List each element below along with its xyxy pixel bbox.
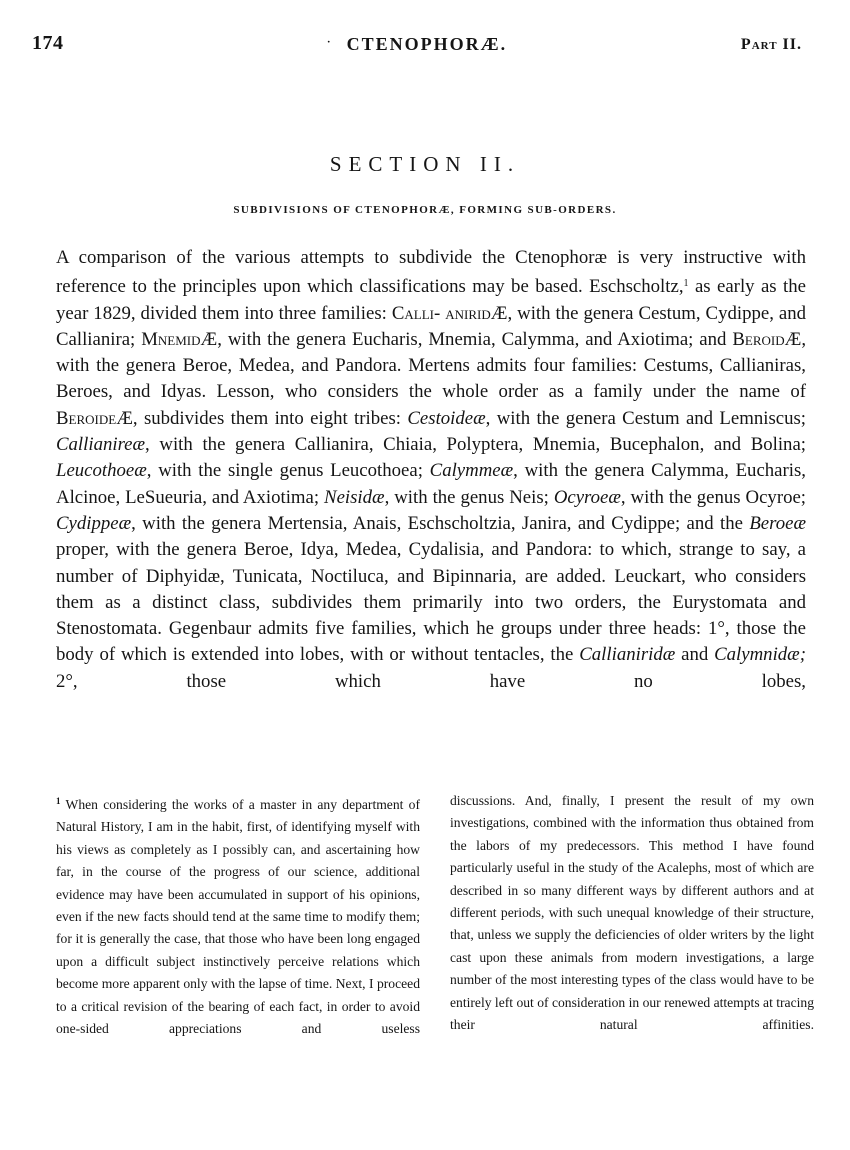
section-subtitle: SUBDIVISIONS OF CTENOPHORÆ, FORMING SUB-ORDERS.	[233, 204, 617, 216]
family-name-suffix: Æ	[784, 328, 802, 350]
body-line: under three heads: 1°, those the body of which is extended into lobes, with or	[56, 618, 807, 666]
running-head	[32, 32, 802, 62]
body-line: ,	[513, 460, 518, 482]
running-title	[32, 34, 802, 55]
body-line: , with the genera Beroe,	[56, 328, 807, 377]
section-heading: SECTION II.	[329, 152, 521, 176]
tribe-name: Neisidæ	[324, 486, 385, 508]
body-line: , with the genus Ocyroe;	[620, 486, 807, 508]
body-line: , with the genera Cestum	[485, 407, 680, 429]
body-line: and Idyas. Lesson, who considers the whole order as a family under the name	[123, 381, 780, 403]
tribe-name: Callianireæ	[56, 434, 146, 456]
family-name: Beroide	[56, 407, 117, 429]
body-paragraph	[56, 245, 806, 695]
body-line: the genera Beroe, Idya, Medea, Cydalisia, and Pandora: to which, strange to say, a	[156, 539, 806, 561]
footnote-left-column	[56, 790, 420, 1040]
body-line: , with the genera Cestum, Cydippe, and Callianira;	[56, 302, 806, 350]
tribe-name: Leucothoeæ	[56, 460, 147, 482]
body-line: A comparison of the various attempts to subdivide the Ctenophoræ is very	[56, 247, 674, 268]
body-line: as early as the year 1829, divided them into three families:	[56, 276, 806, 324]
body-line: number of Diphyidæ, Tunicata, Noctiluca, and Bipinnaria, are added. Leuckart, who	[56, 565, 727, 587]
family-name: anirid	[445, 302, 491, 324]
body-line: , with the genera	[217, 328, 347, 350]
body-line: Eschscholtz,	[589, 276, 684, 298]
tribe-name: Cestoideæ	[407, 407, 486, 429]
family-name-italic: Callianiridæ	[579, 644, 676, 666]
body-line: with the genus Neis;	[394, 486, 549, 508]
page-number: 174	[32, 32, 64, 54]
body-line: , with the genera	[131, 512, 262, 534]
body-line: Mertensia, Anais, Eschscholtzia, Janira, and Cydippe; and the	[267, 512, 743, 534]
running-title-dot: ·	[326, 36, 333, 48]
family-name-suffix: Æ	[490, 302, 508, 324]
tribe-name: Ocyroeæ	[553, 486, 621, 508]
footnote-text: discussions. And, finally, I present the result of my own investigations, combined with the information thus obtained from the labors of my predecessors. This method I have found particularly useful in the study of the Acalephs, most of which are described in so many different ways by different authors and at different periods, with such unequal knowledge of their structure, that, unless we supply the deficiencies of older writers by the light cast upon these animals from modern investigations, a large number of the most interesting types of the class would have to be entirely left out of consideration in our renewed attempts at tracing their natural affinities.	[450, 793, 814, 1033]
tribe-name: Beroeæ	[749, 512, 806, 534]
body-line: and Lemniscus;	[685, 407, 807, 429]
body-line: 2°, those which have no lobes,	[56, 670, 806, 692]
body-line: proper, with	[56, 539, 150, 561]
body-line: and	[675, 644, 709, 666]
family-name: Beroid	[732, 328, 785, 350]
family-name: Mnemid	[141, 328, 201, 350]
body-line: , subdivides them into eight tribes:	[132, 407, 402, 429]
body-line: considers them as a distinct class, subdivides them primarily into two orders, the	[56, 565, 806, 613]
family-name-suffix: Æ	[200, 328, 218, 350]
tribe-name: Calymmeæ	[429, 460, 514, 482]
footnote-text: When considering the works of a master in any department of Natural History, I am in the habit, first, of identifying myself with his views as completely as I possibly can, and ascertaining how far, in the course of the progress of our science, additional evidence may have been accumulated in support of his opinions, even if the new facts should tend at the same time to modify them; for it is generally the case, that those who have been long engaged upon a difficult subject instinctively perceive relations which become more apparent only with the lapse of time. Next, I proceed to a critical revision of the bearing of each fact, in order to avoid one-sided appreciations and useless	[56, 797, 420, 1037]
body-line: Eurystomata and Stenostomata. Gegenbaur admits five families, which he groups	[56, 591, 806, 640]
body-line: Medea, and Pandora. Mertens admits four families: Cestums, Callianiras, Beroes,	[56, 355, 806, 403]
body-line: , with the single genus Leucothoea;	[146, 460, 423, 482]
body-line: instructive with reference to the principles upon which classifications may be based.	[56, 247, 806, 298]
body-line: Bucephalon, and Bolina;	[609, 434, 806, 456]
body-line: , with the genera Callianira, Chiaia, Polyptera, Mnemia,	[145, 434, 601, 456]
family-name-suffix: Æ	[116, 407, 133, 429]
family-name: Calli-	[391, 302, 441, 324]
body-line: without tentacles, the	[410, 644, 574, 666]
running-title-text: CTENOPHORÆ.	[346, 34, 508, 54]
body-line: ,	[384, 486, 390, 508]
body-line: of	[790, 381, 806, 403]
part-label: Part II.	[740, 36, 802, 53]
family-name-italic: Calymnidæ;	[714, 644, 806, 666]
footnote-reference: 1	[683, 278, 689, 290]
footnote-marker: 1	[56, 796, 61, 806]
tribe-name: Cydippeæ	[56, 512, 132, 534]
body-line: Eucharis, Mnemia, Calymma, and Axiotima; and	[352, 328, 727, 350]
footnote-right-column	[450, 790, 814, 1036]
body-line: with the genera Calymma, Eucharis, Alcinoe, LeSueuria, and Axiotima;	[56, 460, 806, 508]
